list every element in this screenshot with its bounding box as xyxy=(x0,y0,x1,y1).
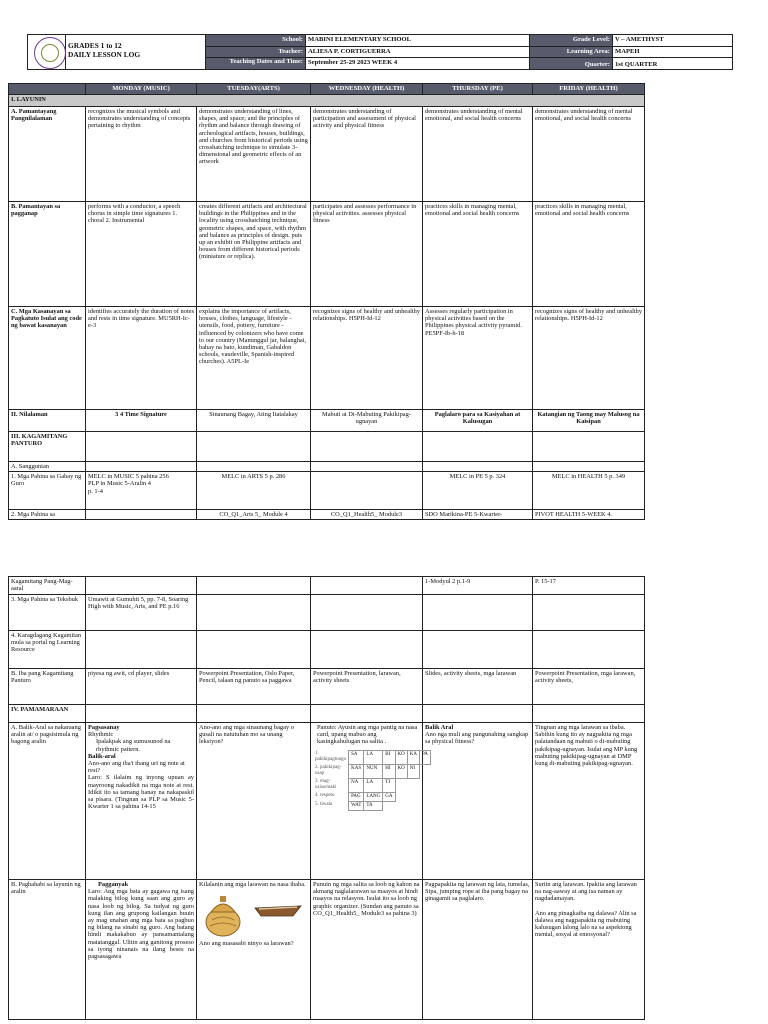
pagha-fri xyxy=(533,880,645,1020)
syllable-tile: NUN xyxy=(364,764,383,778)
balik-wed xyxy=(311,723,428,880)
section-pamamaraan: IV. PAMAMARAAN xyxy=(9,705,86,723)
cell-a-fri: demonstrates understanding of mental emotional, and social health concerns xyxy=(533,107,645,202)
iba-mon: piyesa ng awit, cd player, slides xyxy=(86,669,197,705)
syllable-tile: BI xyxy=(383,750,395,764)
row-label-sanggunian: A. Sanggunian xyxy=(9,462,86,472)
iba-wed: Powerpoint Presentation, larawan, activity sheets xyxy=(311,669,423,705)
pagha-mon-heading: Pagganyak xyxy=(98,881,129,888)
iba-tue: Powerpoint Presentation, Oslo Paper, Pencil, talaan ng panuto sa paggawa xyxy=(197,669,311,705)
mag2-mon xyxy=(86,577,197,595)
cell-a-wed: demonstrates understanding of participation and assessment of physical activity and physical fitness xyxy=(311,107,423,202)
balik-thu xyxy=(423,723,533,880)
balik-tue: Ano-ano ang mga sinaunang bagay o gusali na natutuhan mo sa unang leksiyon? xyxy=(197,723,311,880)
pagha-fri-question: Ano ang pinagkaiba ng dalawa? Alin sa dalawa ang nagpapakita ng mabuting kalusugan lalong lalo na sa aspektong mental, sosyal at emosyonal? xyxy=(535,909,637,939)
nilalaman-wed: Mabuti at Di-Mabuting Pakikipag-ugnayan xyxy=(311,410,423,432)
teksbuk-wed xyxy=(311,595,423,631)
teacher-value: ALIESA P. CORTIGUERRA xyxy=(306,46,530,58)
pagha-mon-text: Ang mga bata ay gagawa ng isang malaking bilog kung saan ang guro ay nasa loob ng bilog. Sa tudyat ng guro kung ilan ang grupong kailangan buuin ay mag unahan ang mga bata sa pagbuo ng bilang na sinabi ng guro. Ang batang hindi makakabuo ay pansamantalang matatanggal. Ulitin ang ganitong proseso sa iyong ninanais na ilang beses na pagsasagawa xyxy=(88,888,195,961)
cell-c-wed: recognizes signs of healthy and unhealthy relationships. H5PH-Id-12 xyxy=(311,307,423,410)
syllable-table xyxy=(313,750,431,811)
balik-thu-heading: Balik Aral xyxy=(425,724,454,731)
lesson-table-part2 xyxy=(8,576,645,1020)
balanghai-boat-image xyxy=(253,900,303,920)
syllable-tile: GA xyxy=(383,792,395,801)
balik-mon-instruction: Ipalakpak ang sumusunod na rhythmic pattern. xyxy=(96,738,171,753)
syllable-label: 3. mag-usisa/maki xyxy=(315,779,337,791)
syllable-tile: KO xyxy=(395,750,407,764)
pagha-tue-instruction: Kilalanin ang mga larawan na nasa ibaba. xyxy=(199,881,306,888)
syllable-tile: TI xyxy=(383,778,395,792)
day-header-tuesday: TUESDAY(ARTS) xyxy=(197,84,311,95)
balik-fri: Tingnan ang mga larawan sa ibaba. Sabihin kung ito ay nagpakita ng mga palatandaan ng mabuti o di-mabuting pakikipag-ugnayan. Isulat ang MP kung mabuting pakikipag-ugnayan at DMP kung di-mabuting pakikipag-ugnayan. xyxy=(533,723,645,880)
balik-thu-question: Ano nga muli ang pangunahing sangkap sa physical fitness? xyxy=(425,731,529,746)
nilalaman-thu: Paglalaro para sa Kasiyahan at Kalusugan xyxy=(423,410,533,432)
nilalaman-mon: 3 4 Time Signature xyxy=(86,410,197,432)
syllable-tile: NA xyxy=(349,778,364,792)
balik-mon-question: Ano-ano ang iba't ibang uri ng note at rest? xyxy=(88,760,185,775)
pagha-fri-instruction: Suriin ang larawan. Ipakita ang larawan na nag-aaway at ang isa naman ay nagdadamayan. xyxy=(535,881,637,903)
cell-a-thu: demonstrates understanding of mental emotional, and social health concerns xyxy=(423,107,533,202)
cell-b-fri: practices skills in managing mental, emotional and social health concerns xyxy=(533,202,645,307)
row-label-pamantayan-sa-pagganap: B. Pamantayan sa pagganap xyxy=(9,202,86,307)
school-label: School: xyxy=(206,35,306,47)
syllable-tile: KAS xyxy=(349,764,364,778)
header-table xyxy=(27,34,733,70)
pagha-mon xyxy=(86,880,197,1020)
syllable-tile: LANG xyxy=(364,792,383,801)
balik-mon xyxy=(86,723,197,880)
teksbuk-mon: Umawit at Gumuhit 5, pp. 7-8, Soaring High with Music, Arts, and PE p.16 xyxy=(86,595,197,631)
lesson-table-part1 xyxy=(8,83,645,520)
syllable-tile: LA xyxy=(364,750,383,764)
quarter-value: 1st QUARTER xyxy=(613,58,733,70)
title-line1: GRADES 1 to 12 xyxy=(68,41,122,50)
syllable-tile: PAG xyxy=(349,792,364,801)
cell-a-mon: recognizes the musical symbols and demonstrates understanding of concepts pertaining to rhythm xyxy=(86,107,197,202)
day-header-friday: FRIDAY (HEALTH) xyxy=(533,84,645,95)
row-label-kagamitang-mag-aaral-cont: Kagamitang Pang-Mag-aaral xyxy=(9,577,86,595)
row-label-kagamitang-mag-aaral: 2. Mga Pahina sa xyxy=(9,510,86,520)
syllable-label: 2. pakikipag-usap xyxy=(315,765,342,777)
section-layunin: I. LAYUNIN xyxy=(9,95,645,107)
teacher-label: Teacher: xyxy=(206,46,306,58)
learning-area-label: Learning Area: xyxy=(530,46,613,58)
learning-area-value: MAPEH xyxy=(613,46,733,58)
syllable-tile: LA xyxy=(364,778,383,792)
cell-b-tue: creates different artifacts and architectural buildings in the Philippines and in the locality using crosshatching technique, geometric shapes, and space, with rhythm and balance as principles of design. puts up an exhibit on Philippine artifacts and houses from different historical periods (miniature or replica). xyxy=(197,202,311,307)
title-line2: DAILY LESSON LOG xyxy=(68,50,141,59)
gabay-wed xyxy=(311,472,423,510)
section-kagamitang-panturo: III. KAGAMITANG PANTURO xyxy=(9,432,86,462)
mag-fri: PIVOT HEALTH 5-WEEK 4. xyxy=(533,510,645,520)
mag-tue: CO_Q1_Arts 5_ Module 4 xyxy=(197,510,311,520)
row-label-teksbuk: 3. Mga Pahina sa Teksbuk xyxy=(9,595,86,631)
mag2-wed xyxy=(311,577,423,595)
row-label-karagdagang-kagamitan: 4. Karagdagang Kagamitan mula sa portal ng Learning Resource xyxy=(9,631,86,669)
cell-c-thu: Assesses regularly participation in physical activities based on the Philippines physical activity pyramid. PE5PF-Ib-h-18 xyxy=(423,307,533,410)
dates-value: September 25-29 2023 WEEK 4 xyxy=(306,58,530,70)
mag2-thu: 1-Modyul 2 p.1-9 xyxy=(423,577,533,595)
cell-b-thu: practices skills in managing mental, emotional and social health concerns xyxy=(423,202,533,307)
gabay-mon: MELC in MUSIC 5 pahina 256 PLP in Music 5-Aralin 4 p. 1-4 xyxy=(86,472,197,510)
syllable-tile: KA xyxy=(407,750,419,764)
dates-label: Teaching Dates and Time: xyxy=(206,58,306,70)
row-label-pamantayang-pangnilalaman: A. Pamantayang Pangnilalaman xyxy=(9,107,86,202)
syllable-tile: TA xyxy=(364,801,383,810)
balik-mon-sub: Rhythmic xyxy=(88,731,114,739)
teksbuk-fri xyxy=(533,595,645,631)
school-value: MABINI ELEMENTARY SCHOOL xyxy=(306,35,530,47)
nilalaman-tue: Sinaunang Bagay, Ating Itatalakay xyxy=(197,410,311,432)
pagha-tue-question: Ano ang masasabi ninyo sa larawan? xyxy=(199,940,294,948)
row-label-mga-kasanayan: C. Mga Kasanayan sa Pagkatuto Isulat ang code ng bawat kasanayan xyxy=(9,307,86,410)
teksbuk-tue xyxy=(197,595,311,631)
day-header-wednesday: WEDNESDAY (HEALTH) xyxy=(311,84,423,95)
grade-label: Grade Level: xyxy=(530,35,613,47)
pagha-thu: Pagpapakita ng larawan ng lata, tumelas, Sipa, jumping rope at iba pang bagay na ginagamit sa paglalaro. xyxy=(423,880,533,1020)
teksbuk-thu xyxy=(423,595,533,631)
mag-thu: SDO Marikina-PE 5-Kwarter- xyxy=(423,510,533,520)
cell-b-wed: participates and assesses performance in physical activities. assesses physical fitness xyxy=(311,202,423,307)
balik-mon-heading2: Balik-aral xyxy=(88,752,116,760)
pagha-tue xyxy=(197,880,311,1020)
iba-thu: Slides, activity sheets, mga larawan xyxy=(423,669,533,705)
pagha-mon-prefix: Laro: xyxy=(88,888,102,896)
syllable-exercise xyxy=(313,750,428,811)
row-label-gabay-ng-guro: 1. Mga Pahina sa Gabay ng Guro xyxy=(9,472,86,510)
cell-b-mon: performs with a conductor, a speech chorus in simple time signatures 1. choral 2. Instrumental xyxy=(86,202,197,307)
deped-seal-logo xyxy=(28,35,66,70)
cell-c-tue: explains the importance of artifacts, houses, clothes, language, lifestyle - utensils, food, pottery, furniture - influenced by colonizers who have come to our country (Manunggul jar, balanghai, bahay na bato, kundiman, Gabaldon schools, vaudeville, Spanish-inspired churches). A5PL-Ie xyxy=(197,307,311,410)
syllable-tile: HI xyxy=(383,764,395,778)
row-label-paghahabi: B. Paghahabi sa layunin ng aralin xyxy=(9,880,86,1020)
quarter-label: Quarter: xyxy=(530,58,613,70)
row-label-balik-aral: A. Balik-Aral sa nakaraang aralin at/ o pagsisimula ng bagong aralin xyxy=(9,723,86,880)
syllable-tile: KO xyxy=(395,764,407,778)
iba-fri: Powerpoint Presentation, mga larawan, activity sheets, xyxy=(533,669,645,705)
balik-mon-game: Laro: S ilalaim ng inyong upuan ay mayroong nakadikit na mga note at rest. Idikit ito sa tamang hanay na nakapaskil sa pisara. (Tingnan sa PLP sa Music 5-Kwarter 1 sa pahina 14-15 xyxy=(88,774,194,811)
pagha-wed: Punuin ng mga salita sa loob ng kahon na akmang naglalarawan sa maayos at hindi maayos na relasyon. Isulat ito sa loob ng graphic organizer. (Sundan ang panuto sa CO_Q1_Health5_ Module3 sa pahina 3) xyxy=(311,880,423,1020)
nilalaman-fri: Katangian ng Taong may Malusog na Kaisipan xyxy=(533,410,645,432)
syllable-label: 4. respeto xyxy=(315,793,335,799)
syllable-tile: PA xyxy=(419,750,430,764)
syllable-label: 1. pakikipagtungo xyxy=(315,751,347,763)
manunggul-jar-image xyxy=(203,892,243,938)
syllable-label: 5. tiwala xyxy=(315,802,333,808)
gabay-thu: MELC in PE 5 p. 324 xyxy=(423,472,533,510)
cell-c-mon: identifies accurately the duration of notes and rests in time signature. MU5RH-Ic-e-3 xyxy=(86,307,197,410)
syllable-tile: NI xyxy=(407,764,419,778)
gabay-tue: MELC in ARTS 5 p. 286 xyxy=(197,472,311,510)
day-header-thursday: THURSDAY (PE) xyxy=(423,84,533,95)
day-header-monday: MONDAY (MUSIC) xyxy=(86,84,197,95)
balik-mon-heading: Pagsasanay xyxy=(88,724,120,731)
row-label-iba-pang-kagamitan: B. Iba pang Kagamitang Panturo xyxy=(9,669,86,705)
syllable-tile: WAT xyxy=(349,801,364,810)
gabay-fri: MELC in HEALTH 5 p. 349 xyxy=(533,472,645,510)
grade-value: V – AMETHYST xyxy=(613,35,733,47)
mag2-fri: P. 15-17 xyxy=(533,577,645,595)
mag-mon xyxy=(86,510,197,520)
syllable-tile: SA xyxy=(349,750,364,764)
cell-a-tue: demonstrates understanding of lines, shapes, and space; and the principles of rhythm and balance through drawing of archeological artifacts, houses, buildings, and churches from historical periods using crosshatching technique to simulate 3- dimensional and geometric effects of an artwork xyxy=(197,107,311,202)
balik-wed-instruction: Panuto: Ayusin ang mga pantig na nasa card, upang mabuo ang kasingkahulugan na salita . xyxy=(317,724,418,746)
cell-c-fri: recognizes signs of healthy and unhealthy relationships. H5PH-Id-12 xyxy=(533,307,645,410)
mag-wed: CO_Q1_Health5_ Module3 xyxy=(311,510,423,520)
row-label-nilalaman: II. Nilalaman xyxy=(9,410,86,432)
mag2-tue xyxy=(197,577,311,595)
